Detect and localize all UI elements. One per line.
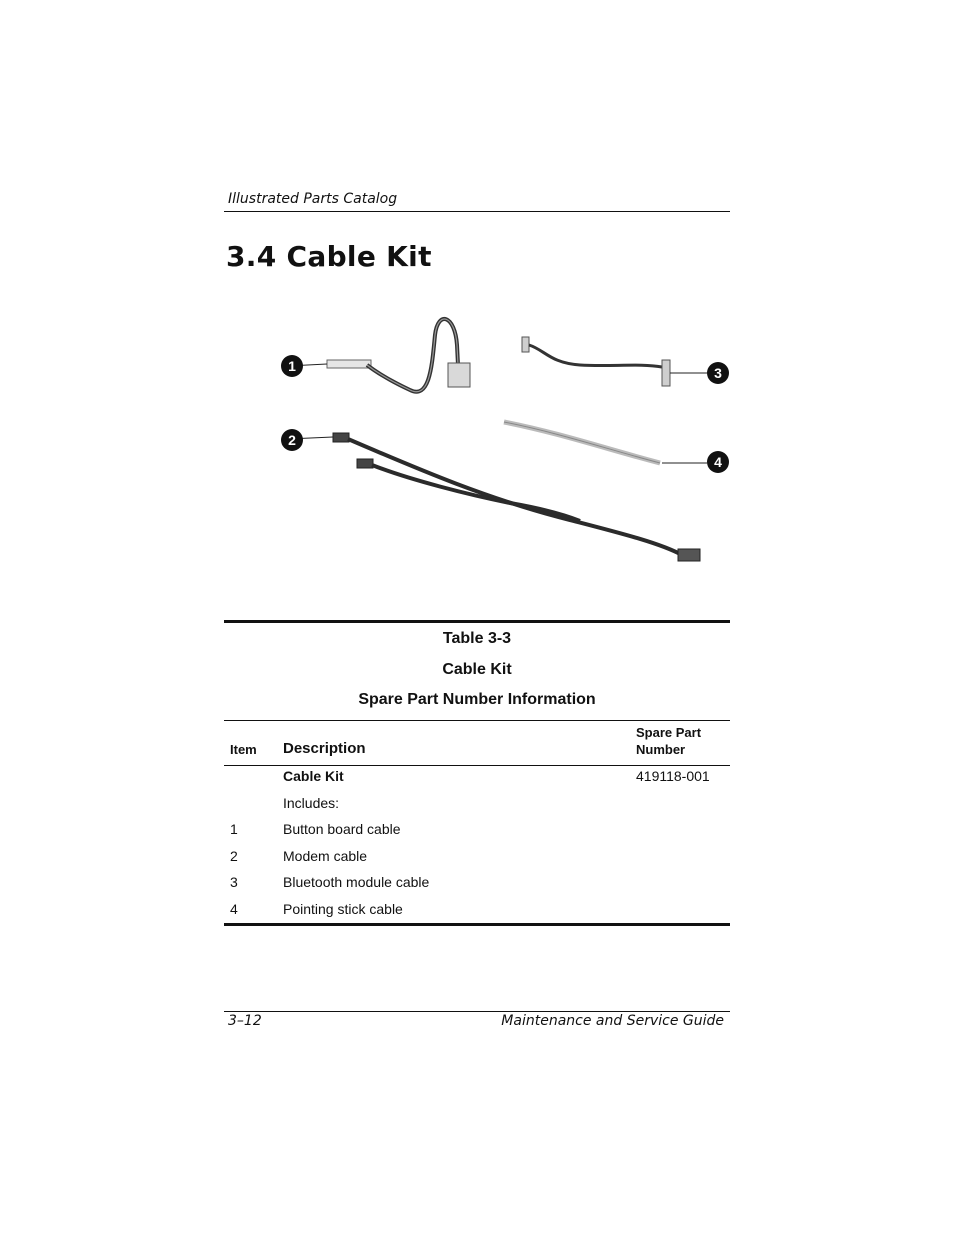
page-title: 3.4 Cable Kit bbox=[226, 240, 432, 273]
header-rule bbox=[224, 211, 730, 212]
row-4-item: 3 bbox=[230, 874, 238, 890]
cable-kit-illustration bbox=[270, 305, 740, 585]
page-number: 3–12 bbox=[228, 1013, 262, 1029]
table-number: Table 3-3 bbox=[442, 630, 512, 647]
callout-2 bbox=[281, 429, 303, 451]
guide-title: Maintenance and Service Guide bbox=[501, 1013, 724, 1029]
row-5-description: Pointing stick cable bbox=[283, 901, 403, 917]
column-header-description: Description bbox=[283, 740, 366, 757]
table-header-top-rule bbox=[224, 720, 730, 721]
row-4-description: Bluetooth module cable bbox=[283, 874, 430, 890]
table-top-rule bbox=[224, 620, 730, 623]
callout-2-label: 2 bbox=[288, 432, 296, 448]
button-board-cable bbox=[288, 319, 470, 392]
callout-4 bbox=[707, 451, 729, 473]
row-2-item: 1 bbox=[230, 821, 238, 837]
modem-cable bbox=[288, 433, 700, 561]
table-subtitle: Spare Part Number Information bbox=[358, 691, 596, 708]
table-header-bottom-rule bbox=[224, 765, 730, 766]
row-0-spare-number: 419118-001 bbox=[636, 768, 710, 784]
callout-3 bbox=[707, 362, 729, 384]
row-3-item: 2 bbox=[230, 848, 238, 864]
table-title: Cable Kit bbox=[442, 661, 512, 678]
callout-1-label: 1 bbox=[288, 358, 296, 374]
column-header-spare-line2: Number bbox=[636, 742, 686, 757]
column-header-item: Item bbox=[230, 742, 257, 757]
bluetooth-module-cable bbox=[522, 337, 707, 386]
pointing-stick-cable bbox=[504, 422, 707, 463]
row-0-description: Cable Kit bbox=[283, 768, 344, 784]
running-header: Illustrated Parts Catalog bbox=[228, 191, 398, 207]
column-header-spare-line1: Spare Part bbox=[636, 725, 702, 740]
table-bottom-rule bbox=[224, 923, 730, 926]
row-5-item: 4 bbox=[230, 901, 238, 917]
row-2-description: Button board cable bbox=[283, 821, 401, 837]
row-1-description: Includes: bbox=[283, 795, 340, 811]
callout-3-label: 3 bbox=[714, 365, 722, 381]
callout-1 bbox=[281, 355, 303, 377]
footer-rule bbox=[224, 1011, 730, 1012]
row-3-description: Modem cable bbox=[283, 848, 368, 864]
callout-4-label: 4 bbox=[714, 454, 722, 470]
